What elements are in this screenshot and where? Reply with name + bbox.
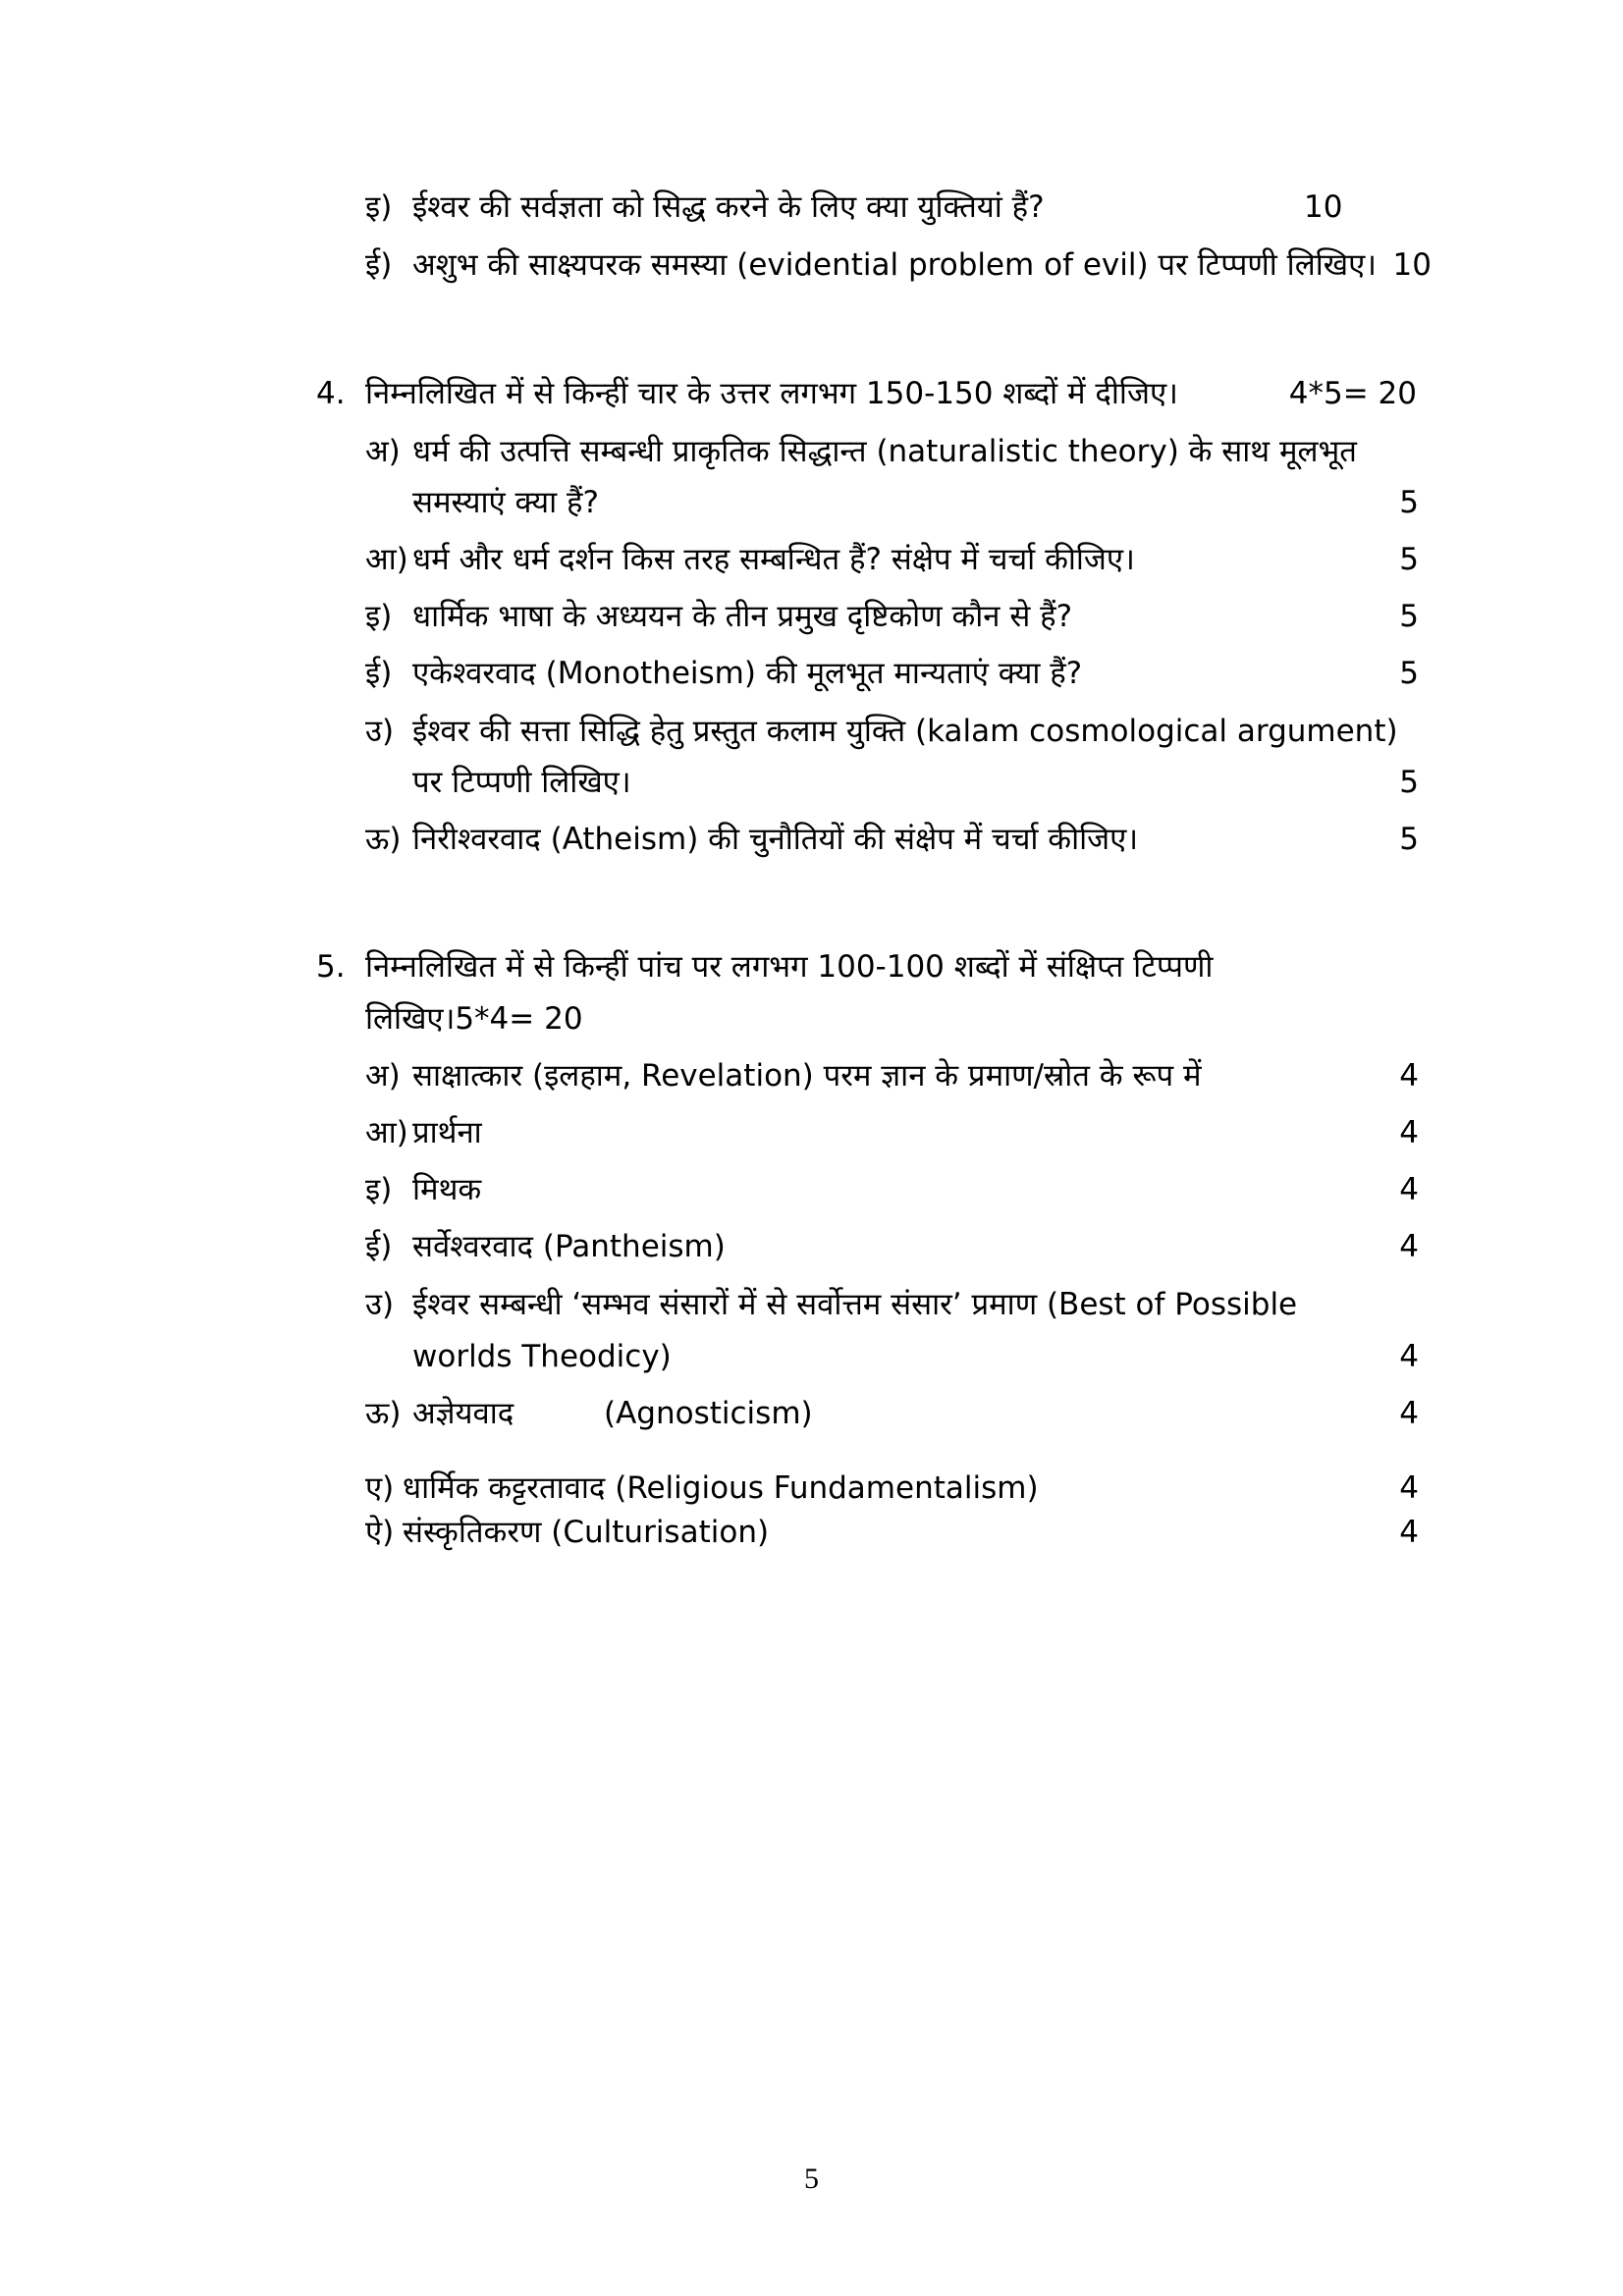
- item-text: धार्मिक भाषा के अध्ययन के तीन प्रमुख दृष्टिकोण कौन से हैं?: [412, 599, 1073, 634]
- item-label: ऊ): [365, 1396, 402, 1431]
- item-marks: 5: [1399, 599, 1419, 634]
- item-marks: 4: [1399, 1339, 1419, 1374]
- item-label: ऊ): [365, 822, 402, 857]
- item-marks: 4: [1399, 1115, 1419, 1150]
- item-text-english: (Agnosticism): [604, 1396, 813, 1431]
- item-label: उ): [365, 1287, 395, 1322]
- item-label: ए): [365, 1470, 395, 1506]
- question-heading: निम्नलिखित में से किन्हीं चार के उत्तर लगभग 150-150 शब्दों में दीजिए।: [365, 376, 1178, 411]
- item-text: अज्ञेयवाद: [412, 1396, 514, 1431]
- item-text: ईश्वर सम्बन्धी ‘सम्भव संसारों में से सर्वोत्तम संसार’ प्रमाण (Best of Possible: [412, 1287, 1298, 1322]
- question-heading-continued: [365, 999, 583, 1039]
- item-label: अ): [365, 434, 401, 469]
- item-marks: 4: [1399, 1396, 1419, 1431]
- question-number: 5.: [316, 949, 346, 985]
- item-marks: 5: [1399, 542, 1419, 577]
- item-label: इ): [365, 599, 393, 634]
- question-total-marks: 5*4= 20: [455, 1001, 583, 1037]
- item-text: निरीश्वरवाद (Atheism) की चुनौतियों की संक्षेप में चर्चा कीजिए।: [412, 822, 1139, 857]
- item-label: ई): [365, 656, 393, 691]
- item-text: एकेश्वरवाद (Monotheism) की मूलभूत मान्यताएं क्या हैं?: [412, 656, 1083, 691]
- item-label: इ): [365, 189, 393, 225]
- item-text-continued: पर टिप्पणी लिखिए।: [412, 765, 631, 800]
- question-heading-tail: लिखिए।: [365, 1001, 456, 1037]
- item-marks: 4: [1399, 1172, 1419, 1207]
- item-marks: 4: [1399, 1229, 1419, 1264]
- item-text-continued: समस्याएं क्या हैं?: [412, 485, 599, 520]
- item-marks: 4: [1399, 1058, 1419, 1094]
- item-text: ईश्वर की सर्वज्ञता को सिद्ध करने के लिए क्या युक्तियां हैं?: [412, 189, 1045, 225]
- item-label: ई): [365, 1229, 393, 1264]
- item-marks: 10: [1392, 247, 1432, 283]
- item-label: उ): [365, 714, 395, 749]
- item-label: इ): [365, 1172, 393, 1207]
- item-label: आ): [365, 542, 408, 577]
- item-marks: 5: [1399, 656, 1419, 691]
- item-text: साक्षात्कार (इलहाम, Revelation) परम ज्ञान के प्रमाण/स्रोत के रूप में: [412, 1058, 1202, 1094]
- item-marks: 4: [1399, 1470, 1419, 1506]
- item-label: अ): [365, 1058, 401, 1094]
- item-text: मिथक: [412, 1172, 482, 1207]
- item-marks: 5: [1399, 485, 1419, 520]
- item-text: धर्म की उत्पत्ति सम्बन्धी प्राकृतिक सिद्धान्त (naturalistic theory) के साथ मूलभूत: [412, 434, 1357, 469]
- item-marks: 5: [1399, 765, 1419, 800]
- item-label: ई): [365, 247, 393, 283]
- item-text: धर्म और धर्म दर्शन किस तरह सम्बन्धित हैं? संक्षेप में चर्चा कीजिए।: [412, 542, 1135, 577]
- page-number: 5: [804, 2163, 819, 2195]
- item-marks: 4: [1399, 1515, 1419, 1550]
- item-text-continued: worlds Theodicy): [412, 1339, 672, 1374]
- item-text: ईश्वर की सत्ता सिद्धि हेतु प्रस्तुत कलाम युक्ति (kalam cosmological argument): [412, 714, 1398, 749]
- question-total-marks: 4*5= 20: [1288, 376, 1417, 411]
- item-label: ऐ): [365, 1515, 395, 1550]
- item-text: सर्वेश्वरवाद (Pantheism): [412, 1229, 726, 1264]
- item-label: आ): [365, 1115, 408, 1150]
- item-marks: 10: [1304, 189, 1343, 225]
- item-marks: 5: [1399, 822, 1419, 857]
- item-text: धार्मिक कट्टरतावाद (Religious Fundamentalism): [403, 1470, 1039, 1506]
- question-heading: निम्नलिखित में से किन्हीं पांच पर लगभग 100-100 शब्दों में संक्षिप्त टिप्पणी: [365, 949, 1214, 985]
- item-text: अशुभ की साक्ष्यपरक समस्या (evidential problem of evil) पर टिप्पणी लिखिए।: [412, 247, 1377, 283]
- question-number: 4.: [316, 376, 346, 411]
- item-text: प्रार्थना: [412, 1115, 482, 1150]
- item-text: संस्कृतिकरण (Culturisation): [403, 1515, 770, 1550]
